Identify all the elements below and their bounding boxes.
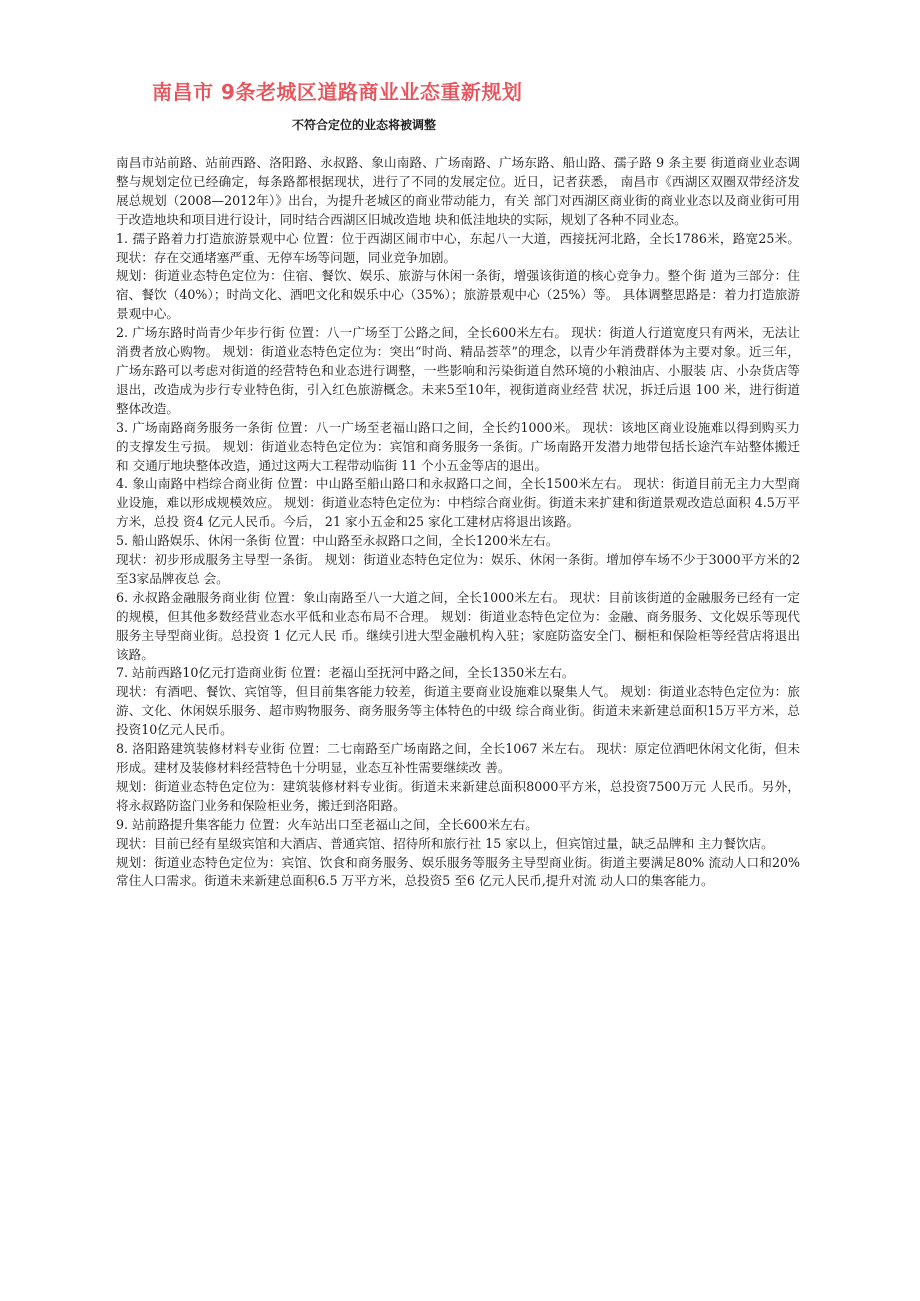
section-6-paragraph: 6. 永叔路金融服务商业街 位置：象山南路至八一大道之间，全长1000米左右。 现状：目前该街道的金融服务已经有一定的规模，但其他多数经营业态水平低和业态布局不合理。 规划：街道业态特色定位为：金融、商务服务、文化娱乐等现代服务主导型商业街。总投资 1 亿元人民 币。继续引进大型金融机构入驻；家庭防盗安全门、橱柜和保险柜等经营店将退出该路。 xyxy=(116,589,800,662)
section-2-paragraph: 2. 广场东路时尚青少年步行街 位置：八一广场至丁公路之间，全长600米左右。 现状：街道人行道宽度只有两米，无法让消费者放心购物。 规划：街道业态特色定位为：突出“时尚、精品荟萃”的理念，以青少年消费群体为主要对象。近三年， 广场东路可以考虑对街道的经营特色和业态进行调整，一些影响和污染街道自然环境的小粮油店、小服装 店、小杂货店等退出，改造成为步行专业特色街，引入红色旅游概念。未来5至10年，视街道商业经营 状况，拆迁后退 100 米，进行街道整体改造。 xyxy=(116,325,800,416)
section-9-status-paragraph: 现状：目前已经有星级宾馆和大酒店、普通宾馆、招待所和旅行社 15 家以上，但宾馆过量，缺乏品牌和 主力餐饮店。 xyxy=(116,835,774,851)
page-title: 南昌市 9条老城区道路商业业态重新规划 xyxy=(152,80,523,104)
section-9-paragraph: 9. 站前路提升集客能力 位置：火车站出口至老福山之间，全长600米左右。 xyxy=(116,816,538,832)
section-5-paragraph: 5. 船山路娱乐、休闲一条街 位置：中山路至永叔路口之间，全长1200米左右。 xyxy=(116,533,559,549)
section-1-paragraph: 1. 孺子路着力打造旅游景观中心 位置：位于西湖区闹市中心，东起八一大道，西接抚河北路，全长1786米，路宽25米。 现状：存在交通堵塞严重、无停车场等问题，同业竞争加剧。 xyxy=(116,230,800,265)
section-4-paragraph: 4. 象山南路中档综合商业街 位置：中山路至船山路口和永叔路口之间，全长1500米左右。 现状：街道目前无主力大型商业设施，难以形成规模效应。 规划：街道业态特色定位为：中档综合商业街。街道未来扩建和街道景观改造总面积 4.5万平方米，总投 资4 亿元人民币。今后， 21 家小五金和25 家化工建材店将退出该路。 xyxy=(116,476,800,530)
article-body xyxy=(116,154,800,891)
section-8-plan-paragraph: 规划：街道业态特色定位为：建筑装修材料专业街。街道未来新建总面积8000平方米，总投资7500万元 人民币。另外，将永叔路防盗门业务和保险柜业务，搬迁到洛阳路。 xyxy=(116,778,800,813)
section-7-status-paragraph: 现状：有酒吧、餐饮、宾馆等，但目前集客能力较差，街道主要商业设施难以聚集人气。 规划：街道业态特色定位为：旅游、文化、休闲娱乐服务、超市购物服务、商务服务等主体特色的中级 综合商业街。街道未来新建总面积15万平方米，总投资10亿元人民币。 xyxy=(116,684,800,738)
section-9-plan-paragraph: 规划：街道业态特色定位为：宾馆、饮食和商务服务、娱乐服务等服务主导型商业街。街道主要满足80% 流动人口和20%常住人口需求。街道未来新建总面积6.5 万平方米，总投资5 至6 亿元人民币,提升对流 动人口的集客能力。 xyxy=(116,854,800,889)
section-7-paragraph: 7. 站前西路10亿元打造商业街 位置：老福山至抚河中路之间，全长1350米左右。 xyxy=(116,665,575,681)
section-3-paragraph: 3. 广场南路商务服务一条街 位置：八一广场至老福山路口之间，全长约1000米。 现状：该地区商业设施难以得到购买力的支撑发生亏损。 规划：街道业态特色定位为：宾馆和商务服务一条街。广场南路开发潜力地带包括长途汽车站整体搬迁和 交通厅地块整体改造，通过这两大工程带动临街 11 个小五金等店的退出。 xyxy=(116,419,800,473)
intro-paragraph: 南昌市站前路、站前西路、洛阳路、永叔路、象山南路、广场南路、广场东路、船山路、孺子路 9 条主要 街道商业业态调整与规划定位已经确定，每条路都根据现状，进行了不同的发展定位。近日，记者获悉， 南昌市《西湖区双圈双带经济发展总规划（2008—2012年）》出台，为提升老城区的商业带动能力，有关 部门对西湖区商业街的商业业态以及商业街可用于改造地块和项目进行设计，同时结合西湖区旧城改造地 块和低洼地块的实际，规划了各种不同业态。 xyxy=(116,155,800,227)
section-5-status-paragraph: 现状：初步形成服务主导型一条街。 规划：街道业态特色定位为：娱乐、休闲一条街。增加停车场不少于3000平方米的2至3家品牌夜总 会。 xyxy=(116,552,800,586)
section-1-plan-paragraph: 规划：街道业态特色定位为：住宿、餐饮、娱乐、旅游与休闲一条街，增强该街道的核心竞争力。整个街 道为三部分：住宿、餐饮（40%）；时尚文化、酒吧文化和娱乐中心（35%）；旅游景观中心（25%）等。 具体调整思路是：着力打造旅游景观中心。 xyxy=(116,268,800,322)
section-8-paragraph: 8. 洛阳路建筑装修材料专业街 位置：二七南路至广场南路之间，全长1067 米左右。 现状：原定位酒吧休闲文化街，但未形成。建材及装修材料经营特色十分明显，业态互补性需要继续改 善。 xyxy=(116,741,800,775)
page-subtitle: 不符合定位的业态将被调整 xyxy=(292,118,437,132)
